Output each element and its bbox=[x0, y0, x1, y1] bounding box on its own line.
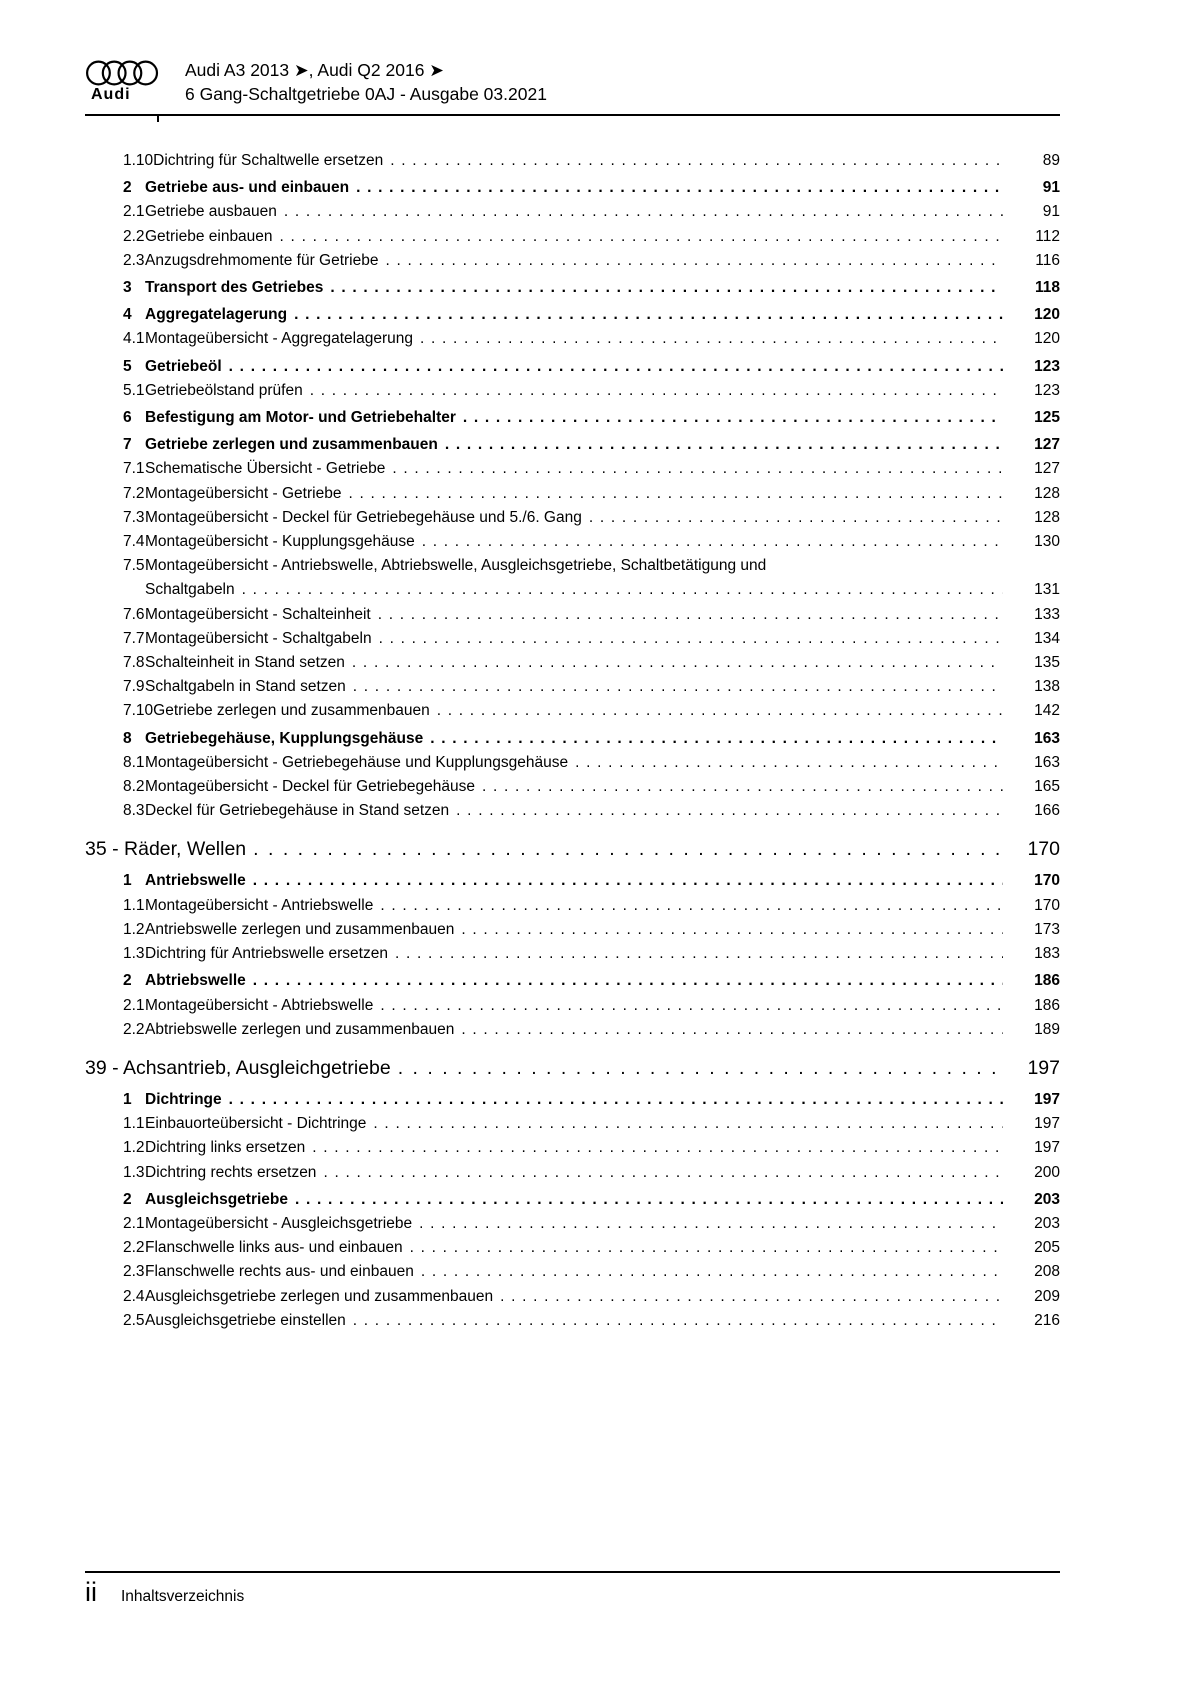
toc-entry-title: Ausgleichsgetriebe zerlegen und zusammenbauen bbox=[145, 1287, 494, 1305]
toc-entry bbox=[85, 1212, 1060, 1236]
toc-entry-number: 7.5 bbox=[123, 557, 145, 575]
toc-entry-number: 7.10 bbox=[123, 702, 154, 720]
dot-leader bbox=[410, 1236, 1003, 1260]
toc-entry-title: Transport des Getriebes bbox=[145, 279, 324, 297]
footer-rule bbox=[85, 1571, 1060, 1573]
dot-leader bbox=[398, 1055, 999, 1082]
toc-entry bbox=[85, 1188, 1060, 1212]
toc-entry-title: Dichtring links ersetzen bbox=[145, 1139, 306, 1157]
toc-entry bbox=[85, 176, 1060, 200]
toc-entry-title: Schematische Übersicht - Getriebe bbox=[145, 460, 386, 478]
toc-entry-number: 8.2 bbox=[123, 778, 145, 796]
toc-entry-title: Flanschwelle links aus- und einbauen bbox=[145, 1239, 403, 1257]
toc-entry-title: Befestigung am Motor- und Getriebehalter bbox=[145, 409, 456, 427]
toc-entry bbox=[85, 457, 1060, 481]
dot-leader bbox=[422, 530, 1003, 554]
toc-entry-page: 216 bbox=[1034, 1311, 1060, 1329]
dot-leader bbox=[420, 327, 1003, 351]
dot-leader bbox=[380, 894, 1003, 918]
toc-entry-continuation bbox=[145, 578, 1060, 602]
toc-entry-title: Montageübersicht - Abtriebswelle bbox=[145, 996, 374, 1014]
toc-entry-number: 8 bbox=[123, 729, 132, 747]
toc-entry-number: 4.1 bbox=[123, 330, 145, 348]
page-footer bbox=[85, 1571, 1060, 1607]
toc-entry-title: Montageübersicht - Schaltgabeln bbox=[145, 629, 372, 647]
toc-entry-title: Montageübersicht - Ausgleichsgetriebe bbox=[145, 1214, 413, 1232]
toc-entry-page: 128 bbox=[1034, 508, 1060, 526]
toc-entry-title: Getriebe zerlegen und zusammenbauen bbox=[145, 436, 438, 454]
header-text bbox=[185, 58, 547, 106]
toc-entry bbox=[85, 225, 1060, 249]
toc-entry-title: Einbauorteübersicht - Dichtringe bbox=[145, 1115, 367, 1133]
toc-entry-title: Montageübersicht - Aggregatelagerung bbox=[145, 330, 413, 348]
toc-entry-page: 133 bbox=[1034, 605, 1060, 623]
toc-entry bbox=[85, 1112, 1060, 1136]
dot-leader bbox=[229, 355, 1003, 379]
dot-leader bbox=[390, 149, 1003, 173]
toc-entry-title: Abtriebswelle bbox=[145, 972, 246, 990]
toc bbox=[85, 149, 1060, 1333]
toc-entry bbox=[85, 942, 1060, 966]
toc-entry-page: 197 bbox=[1034, 1115, 1060, 1133]
dot-leader bbox=[445, 433, 1003, 457]
toc-entry-number: 1.3 bbox=[123, 945, 145, 963]
dot-leader bbox=[385, 249, 1003, 273]
toc-entry-number: 1.2 bbox=[123, 920, 145, 938]
toc-entry-number: 1.1 bbox=[123, 1115, 145, 1133]
toc-entry-page: 203 bbox=[1034, 1214, 1060, 1232]
toc-entry-page: 127 bbox=[1034, 436, 1060, 454]
toc-entry bbox=[85, 651, 1060, 675]
toc-entry bbox=[85, 1260, 1060, 1284]
toc-entry-number: 1.10 bbox=[123, 152, 154, 169]
audi-logo bbox=[85, 58, 185, 104]
footer-page-number: ii bbox=[85, 1577, 97, 1607]
toc-entry-title: Montageübersicht - Getriebegehäuse und Kupplungsgehäuse bbox=[145, 753, 569, 771]
toc-entry-page: 208 bbox=[1034, 1263, 1060, 1281]
toc-entry-number: 2.3 bbox=[123, 1263, 145, 1281]
toc-entry-title: Montageübersicht - Antriebswelle, Abtriebswelle, Ausgleichsgetriebe, Schaltbetätigung und bbox=[145, 557, 767, 575]
toc-entry-body bbox=[145, 554, 1060, 602]
toc-entry-page: 142 bbox=[1034, 702, 1060, 720]
toc-entry-page: 91 bbox=[1042, 203, 1060, 221]
toc-entry-number: 1 bbox=[123, 872, 132, 890]
toc-entry-title: Getriebe zerlegen und zusammenbauen bbox=[153, 702, 430, 720]
dot-leader bbox=[253, 869, 1003, 893]
toc-entry-page: 163 bbox=[1034, 753, 1060, 771]
toc-entry-page: 123 bbox=[1034, 381, 1060, 399]
toc-entry-number: 2.3 bbox=[123, 251, 145, 269]
dot-leader bbox=[589, 506, 1003, 530]
toc-entry-title: Montageübersicht - Getriebe bbox=[145, 484, 342, 502]
dot-leader bbox=[463, 406, 1003, 430]
dot-leader bbox=[461, 918, 1003, 942]
toc-entry bbox=[85, 1161, 1060, 1185]
toc-entry bbox=[85, 433, 1060, 457]
dot-leader bbox=[373, 1112, 1003, 1136]
footer-line bbox=[85, 1577, 1060, 1607]
toc-entry-number: 2.2 bbox=[123, 1239, 145, 1257]
toc-entry-title: Antriebswelle zerlegen und zusammenbauen bbox=[145, 920, 455, 938]
toc-entry bbox=[85, 751, 1060, 775]
toc-entry bbox=[85, 627, 1060, 651]
header-manual-title: 6 Gang-Schaltgetriebe 0AJ - Ausgabe 03.2021 bbox=[185, 83, 547, 104]
toc-entry-page: 91 bbox=[1042, 179, 1060, 197]
toc-entry-number: 2 bbox=[123, 1190, 132, 1208]
toc-entry-page: 120 bbox=[1034, 330, 1060, 348]
toc-entry-number: 2.2 bbox=[123, 1020, 145, 1038]
toc-entry-number: 2.1 bbox=[123, 1214, 145, 1232]
toc-chapter-page: 170 bbox=[1027, 838, 1060, 861]
toc-entry-number: 2.1 bbox=[123, 203, 145, 221]
toc-entry bbox=[85, 603, 1060, 627]
dot-leader bbox=[353, 675, 1003, 699]
toc-entry-number: 6 bbox=[123, 409, 132, 427]
toc-entry bbox=[85, 894, 1060, 918]
toc-entry-title: Getriebeölstand prüfen bbox=[145, 381, 303, 399]
toc-entry-number: 3 bbox=[123, 279, 132, 297]
toc-entry-page: 125 bbox=[1034, 409, 1060, 427]
toc-entry-number: 2 bbox=[123, 179, 132, 197]
toc-entry-title: Deckel für Getriebegehäuse in Stand setzen bbox=[145, 802, 450, 820]
toc-entry-page: 163 bbox=[1034, 729, 1060, 747]
dot-leader bbox=[380, 994, 1003, 1018]
toc-entry-page: 112 bbox=[1035, 227, 1060, 245]
toc-entry-title: Dichtringe bbox=[145, 1090, 222, 1108]
toc-group bbox=[85, 149, 1060, 823]
toc-entry-number: 1.2 bbox=[123, 1139, 145, 1157]
toc-entry bbox=[85, 1285, 1060, 1309]
toc-entry-page: 205 bbox=[1034, 1239, 1060, 1257]
toc-entry-number: 5 bbox=[123, 357, 132, 375]
toc-entry-page: 209 bbox=[1034, 1287, 1060, 1305]
dot-leader bbox=[348, 482, 1003, 506]
toc-entry-title: Getriebeöl bbox=[145, 357, 222, 375]
toc-entry bbox=[85, 994, 1060, 1018]
toc-entry-page: 127 bbox=[1034, 460, 1060, 478]
toc-entry bbox=[85, 406, 1060, 430]
toc-entry bbox=[85, 506, 1060, 530]
toc-entry-number: 7.9 bbox=[123, 678, 145, 696]
toc-entry bbox=[85, 379, 1060, 403]
dot-leader bbox=[575, 751, 1003, 775]
toc-entry-page: 170 bbox=[1034, 896, 1060, 914]
audi-wordmark: Audi bbox=[91, 86, 131, 103]
dot-leader bbox=[353, 1309, 1003, 1333]
toc-entry-title-line2: Schaltgabeln bbox=[145, 581, 235, 599]
toc-entry-page: 189 bbox=[1034, 1020, 1060, 1038]
dot-leader bbox=[430, 727, 1003, 751]
dot-leader bbox=[437, 699, 1003, 723]
toc-entry bbox=[85, 200, 1060, 224]
toc-entry bbox=[85, 276, 1060, 300]
dot-leader bbox=[295, 1188, 1003, 1212]
dot-leader bbox=[310, 379, 1003, 403]
toc-entry bbox=[85, 799, 1060, 823]
toc-entry-page: 123 bbox=[1034, 357, 1060, 375]
toc-entry-page: 130 bbox=[1034, 533, 1060, 551]
toc-entry-title: Ausgleichsgetriebe einstellen bbox=[145, 1311, 346, 1329]
toc-entry-title: Aggregatelagerung bbox=[145, 306, 288, 324]
toc-entry-title: Getriebegehäuse, Kupplungsgehäuse bbox=[145, 729, 424, 747]
toc-entry-page: 134 bbox=[1034, 629, 1060, 647]
dot-leader bbox=[482, 775, 1003, 799]
toc-entry bbox=[85, 303, 1060, 327]
toc-entry bbox=[85, 249, 1060, 273]
toc-entry-page: 183 bbox=[1034, 945, 1060, 963]
toc-entry bbox=[85, 482, 1060, 506]
toc-chapter-heading bbox=[85, 836, 1060, 863]
toc-entry-number: 2.5 bbox=[123, 1311, 145, 1329]
toc-entry bbox=[85, 918, 1060, 942]
dot-leader bbox=[352, 651, 1003, 675]
dot-leader bbox=[294, 303, 1003, 327]
toc-entry-page: 116 bbox=[1035, 251, 1060, 269]
toc-entry-title: Getriebe aus- und einbauen bbox=[145, 179, 350, 197]
toc-entry-title: Schalteinheit in Stand setzen bbox=[145, 654, 345, 672]
toc-entry-title: Montageübersicht - Schalteinheit bbox=[145, 605, 371, 623]
toc-chapter-page: 197 bbox=[1027, 1056, 1060, 1079]
audi-rings-icon bbox=[85, 58, 159, 88]
toc-entry bbox=[85, 1236, 1060, 1260]
toc-entry bbox=[85, 969, 1060, 993]
toc-entry-title: Dichtring für Antriebswelle ersetzen bbox=[145, 945, 388, 963]
toc-entry-page: 186 bbox=[1034, 972, 1060, 990]
toc-chapter-label: 35 - Räder, Wellen bbox=[85, 838, 247, 861]
toc-entry-number: 7.2 bbox=[123, 484, 145, 502]
toc-entry-page: 186 bbox=[1034, 996, 1060, 1014]
toc-entry-title: Getriebe einbauen bbox=[145, 227, 273, 245]
dot-leader bbox=[500, 1285, 1003, 1309]
toc-entry-number: 7.1 bbox=[123, 460, 145, 478]
toc-chapter-label: 39 - Achsantrieb, Ausgleichgetriebe bbox=[85, 1056, 391, 1079]
dot-leader bbox=[253, 969, 1003, 993]
toc-entry-title: Montageübersicht - Antriebswelle bbox=[145, 896, 374, 914]
header-models-line: Audi A3 2013 ➤, Audi Q2 2016 ➤ bbox=[185, 60, 444, 80]
toc-entry bbox=[85, 149, 1060, 173]
toc-entry bbox=[85, 775, 1060, 799]
toc-entry-title: Ausgleichsgetriebe bbox=[145, 1190, 288, 1208]
toc-entry-page: 203 bbox=[1034, 1190, 1060, 1208]
dot-leader bbox=[392, 457, 1003, 481]
dot-leader bbox=[253, 836, 999, 863]
toc-entry bbox=[85, 1018, 1060, 1042]
toc-entry-page: 138 bbox=[1034, 678, 1060, 696]
toc-entry-number: 4 bbox=[123, 306, 132, 324]
dot-leader bbox=[395, 942, 1003, 966]
toc-group bbox=[85, 836, 1060, 1041]
dot-leader bbox=[356, 176, 1003, 200]
toc-entry bbox=[85, 327, 1060, 351]
toc-entry-title: Montageübersicht - Deckel für Getriebegehäuse bbox=[145, 778, 475, 796]
toc-entry-page: 200 bbox=[1034, 1163, 1060, 1181]
toc-entry-title: Abtriebswelle zerlegen und zusammenbauen bbox=[145, 1020, 455, 1038]
toc-entry bbox=[85, 699, 1060, 723]
dot-leader bbox=[379, 627, 1003, 651]
toc-entry-number: 1.3 bbox=[123, 1163, 145, 1181]
toc-entry-page: 128 bbox=[1034, 484, 1060, 502]
toc-entry bbox=[85, 355, 1060, 379]
page-header bbox=[85, 0, 1060, 106]
toc-entry-title: Montageübersicht - Kupplungsgehäuse bbox=[145, 533, 415, 551]
toc-entry-number: 2.1 bbox=[123, 996, 145, 1014]
toc-entry bbox=[85, 675, 1060, 699]
toc-entry-page: 166 bbox=[1034, 802, 1060, 820]
dot-leader bbox=[378, 603, 1003, 627]
dot-leader bbox=[280, 225, 1003, 249]
toc-entry-number: 2.2 bbox=[123, 227, 145, 245]
page-content bbox=[85, 0, 1060, 1333]
header-rule bbox=[85, 114, 1060, 116]
toc-entry-number: 2.4 bbox=[123, 1287, 145, 1305]
toc-entry-page: 173 bbox=[1034, 920, 1060, 938]
toc-entry-page: 131 bbox=[1034, 581, 1060, 599]
dot-leader bbox=[242, 578, 1003, 602]
toc-entry-title: Dichtring für Schaltwelle ersetzen bbox=[153, 152, 384, 169]
dot-leader bbox=[312, 1136, 1003, 1160]
dot-leader bbox=[229, 1088, 1003, 1112]
toc-entry bbox=[85, 1309, 1060, 1333]
toc-entry bbox=[85, 727, 1060, 751]
toc-entry bbox=[85, 554, 1060, 602]
toc-entry-number: 1 bbox=[123, 1090, 132, 1108]
toc-entry-page: 165 bbox=[1034, 778, 1060, 796]
toc-entry bbox=[85, 530, 1060, 554]
toc-entry-title: Getriebe ausbauen bbox=[145, 203, 277, 221]
header-rule-tick bbox=[157, 116, 159, 122]
toc-entry-page: 197 bbox=[1034, 1139, 1060, 1157]
toc-entry-page: 135 bbox=[1034, 654, 1060, 672]
footer-label: Inhaltsverzeichnis bbox=[121, 1588, 245, 1605]
toc-entry-page: 89 bbox=[1042, 152, 1060, 169]
toc-entry bbox=[85, 1088, 1060, 1112]
toc-entry-number: 8.3 bbox=[123, 802, 145, 820]
toc-entry-number: 7 bbox=[123, 436, 132, 454]
dot-leader bbox=[421, 1260, 1003, 1284]
toc-entry-number: 7.3 bbox=[123, 508, 145, 526]
dot-leader bbox=[323, 1161, 1003, 1185]
toc-entry-number: 8.1 bbox=[123, 753, 145, 771]
toc-entry-number: 7.6 bbox=[123, 605, 145, 623]
toc-entry-page: 118 bbox=[1034, 279, 1060, 297]
toc-entry-title: Antriebswelle bbox=[145, 872, 246, 890]
toc-entry-number: 1.1 bbox=[123, 896, 145, 914]
toc-entry-number: 7.8 bbox=[123, 654, 145, 672]
toc-entry-title: Dichtring rechts ersetzen bbox=[145, 1163, 317, 1181]
dot-leader bbox=[330, 276, 1003, 300]
toc-entry-title: Flanschwelle rechts aus- und einbauen bbox=[145, 1263, 414, 1281]
toc-chapter-heading bbox=[85, 1055, 1060, 1082]
dot-leader bbox=[456, 799, 1003, 823]
toc-entry-number: 7.4 bbox=[123, 533, 145, 551]
toc-group bbox=[85, 1055, 1060, 1333]
toc-entry-number: 7.7 bbox=[123, 629, 145, 647]
dot-leader bbox=[284, 200, 1003, 224]
toc-entry bbox=[85, 869, 1060, 893]
toc-entry-title: Montageübersicht - Deckel für Getriebegehäuse und 5./6. Gang bbox=[145, 508, 582, 526]
toc-entry-number: 2 bbox=[123, 972, 132, 990]
dot-leader bbox=[461, 1018, 1003, 1042]
toc-entry bbox=[85, 1136, 1060, 1160]
toc-entry-number: 5.1 bbox=[123, 381, 145, 399]
toc-entry-title: Schaltgabeln in Stand setzen bbox=[145, 678, 346, 696]
toc-entry-title: Anzugsdrehmomente für Getriebe bbox=[145, 251, 379, 269]
toc-entry-page: 120 bbox=[1034, 306, 1060, 324]
toc-entry-page: 170 bbox=[1034, 872, 1060, 890]
toc-entry-page: 197 bbox=[1034, 1090, 1060, 1108]
dot-leader bbox=[419, 1212, 1003, 1236]
